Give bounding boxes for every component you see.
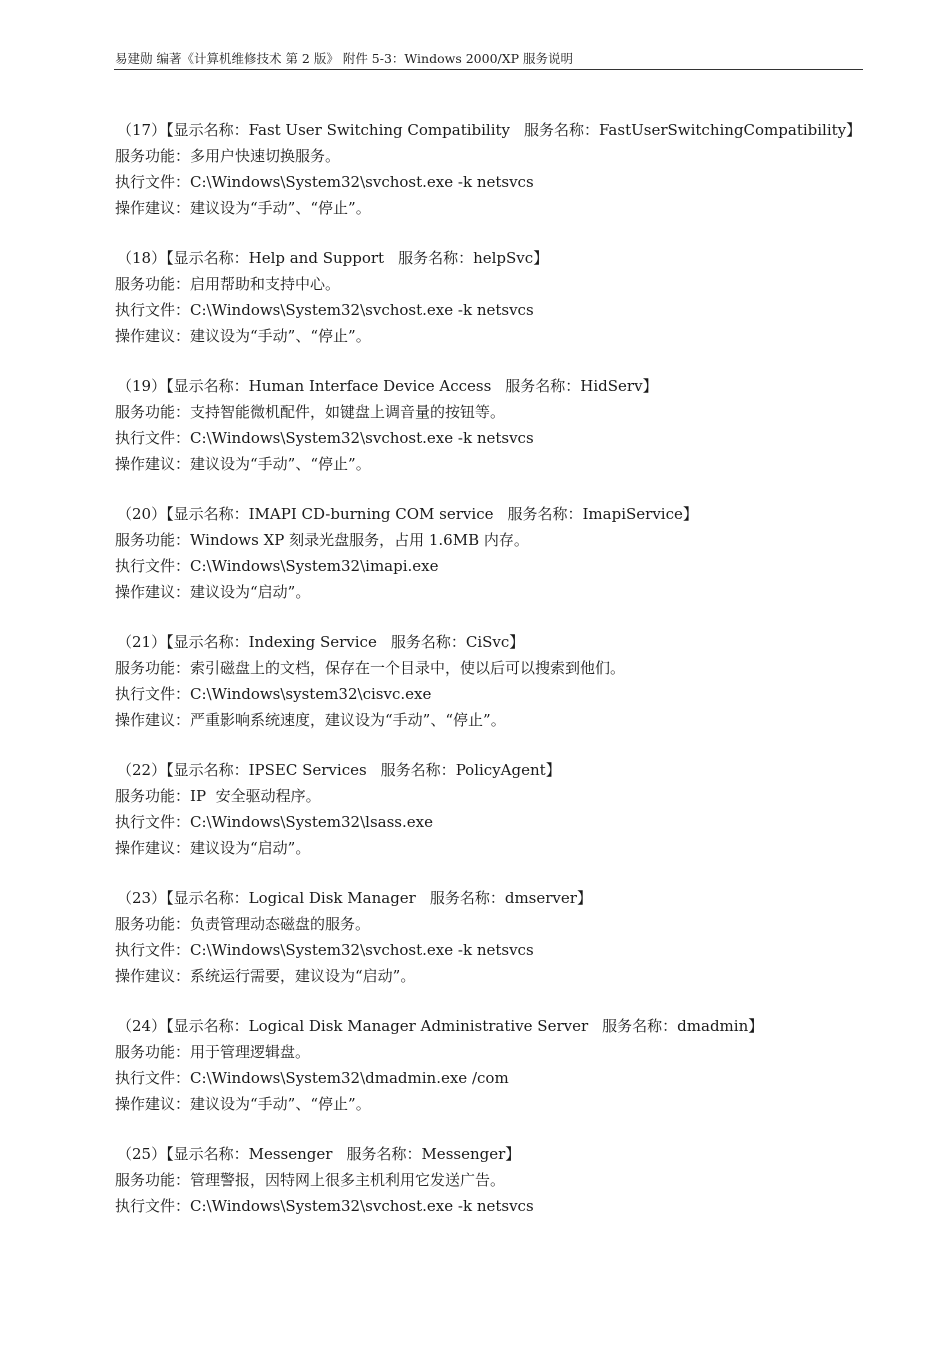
advice-text: 建议设为“启动”。 xyxy=(190,839,311,857)
service-name-label: 服务名称： xyxy=(398,249,474,267)
display-name: Logical Disk Manager Administrative Server xyxy=(248,1017,589,1035)
advice-label: 操作建议： xyxy=(115,327,191,345)
service-entry-17 xyxy=(115,117,875,221)
entry-title xyxy=(115,1013,875,1039)
advice-text: 建议设为“手动”、“停止”。 xyxy=(190,455,371,473)
function-label: 服务功能： xyxy=(115,787,191,805)
exec-path: C:\Windows\System32\svchost.exe -k netsvcs xyxy=(190,429,534,447)
exec-path: C:\Windows\System32\svchost.exe -k netsvcs xyxy=(190,941,534,959)
exec-path: C:\Windows\system32\cisvc.exe xyxy=(190,685,432,703)
advice-text: 建议设为“手动”、“停止”。 xyxy=(190,199,371,217)
service-name-label: 服务名称： xyxy=(524,121,600,139)
function-text: 用于管理逻辑盘。 xyxy=(190,1043,311,1061)
service-entry-18 xyxy=(115,245,875,349)
function-line xyxy=(115,655,875,681)
function-label: 服务功能： xyxy=(115,275,191,293)
function-label: 服务功能： xyxy=(115,915,191,933)
advice-label: 操作建议： xyxy=(115,1095,191,1113)
function-text: 启用帮助和支持中心。 xyxy=(190,275,341,293)
exec-line xyxy=(115,809,875,835)
service-entry-23 xyxy=(115,885,875,989)
entry-title xyxy=(115,885,875,911)
exec-path: C:\Windows\System32\svchost.exe -k netsvcs xyxy=(190,1197,534,1215)
advice-line xyxy=(115,195,875,221)
entry-number: （20） xyxy=(117,505,167,523)
service-entry-24 xyxy=(115,1013,875,1117)
document-body xyxy=(115,117,875,1243)
service-name: helpSvc xyxy=(473,249,534,267)
function-text: 负责管理动态磁盘的服务。 xyxy=(190,915,371,933)
function-line xyxy=(115,783,875,809)
display-name: Logical Disk Manager xyxy=(248,889,416,907)
entry-title xyxy=(115,373,875,399)
entry-title xyxy=(115,245,875,271)
service-name: dmserver xyxy=(504,889,577,907)
advice-text: 建议设为“手动”、“停止”。 xyxy=(190,327,371,345)
display-name: Indexing Service xyxy=(248,633,377,651)
function-text: Windows XP 刻录光盘服务，占用 1.6MB 内存。 xyxy=(190,531,529,549)
advice-text: 建议设为“手动”、“停止”。 xyxy=(190,1095,371,1113)
exec-path: C:\Windows\System32\svchost.exe -k netsvcs xyxy=(190,173,534,191)
display-name: IPSEC Services xyxy=(248,761,367,779)
advice-text: 系统运行需要，建议设为“启动”。 xyxy=(190,967,416,985)
service-entry-25 xyxy=(115,1141,875,1219)
exec-line xyxy=(115,553,875,579)
exec-label: 执行文件： xyxy=(115,941,191,959)
function-text: 管理警报，因特网上很多主机利用它发送广告。 xyxy=(190,1171,506,1189)
advice-label: 操作建议： xyxy=(115,455,191,473)
entry-title xyxy=(115,501,875,527)
display-name-label: 【显示名称： xyxy=(166,377,249,395)
entry-title xyxy=(115,117,875,143)
function-line xyxy=(115,527,875,553)
advice-line xyxy=(115,963,875,989)
display-name: Help and Support xyxy=(248,249,385,267)
function-line xyxy=(115,911,875,937)
service-name-label: 服务名称： xyxy=(505,377,581,395)
exec-label: 执行文件： xyxy=(115,685,191,703)
display-name-label: 【显示名称： xyxy=(166,1017,249,1035)
function-label: 服务功能： xyxy=(115,531,191,549)
function-label: 服务功能： xyxy=(115,147,191,165)
exec-path: C:\Windows\System32\imapi.exe xyxy=(190,557,439,575)
exec-line xyxy=(115,1065,875,1091)
entry-number: （18） xyxy=(117,249,167,267)
exec-path: C:\Windows\System32\dmadmin.exe /com xyxy=(190,1069,509,1087)
function-line xyxy=(115,271,875,297)
entry-number: （21） xyxy=(117,633,167,651)
exec-label: 执行文件： xyxy=(115,557,191,575)
service-name: HidServ xyxy=(580,377,643,395)
function-text: 索引磁盘上的文档，保存在一个目录中，使以后可以搜索到他们。 xyxy=(190,659,626,677)
function-label: 服务功能： xyxy=(115,1043,191,1061)
entry-number: （25） xyxy=(117,1145,167,1163)
display-name: IMAPI CD-burning COM service xyxy=(248,505,494,523)
page-header: 易建勋 编著《计算机维修技术 第 2 版》 附件 5-3：Windows 2000/XP 服务说明 xyxy=(115,51,574,66)
function-label: 服务功能： xyxy=(115,659,191,677)
advice-label: 操作建议： xyxy=(115,583,191,601)
advice-label: 操作建议： xyxy=(115,967,191,985)
function-text: 多用户快速切换服务。 xyxy=(190,147,341,165)
close-bracket: 】 xyxy=(576,889,592,907)
close-bracket: 】 xyxy=(545,761,561,779)
entry-number: （23） xyxy=(117,889,167,907)
exec-path: C:\Windows\System32\lsass.exe xyxy=(190,813,433,831)
advice-line xyxy=(115,451,875,477)
close-bracket: 】 xyxy=(642,377,658,395)
close-bracket: 】 xyxy=(509,633,525,651)
advice-label: 操作建议： xyxy=(115,711,191,729)
exec-line xyxy=(115,937,875,963)
service-entry-19 xyxy=(115,373,875,477)
service-name: FastUserSwitchingCompatibility xyxy=(599,121,847,139)
service-entry-21 xyxy=(115,629,875,733)
function-text: IP 安全驱动程序。 xyxy=(190,787,321,805)
advice-line xyxy=(115,579,875,605)
service-entry-20 xyxy=(115,501,875,605)
display-name-label: 【显示名称： xyxy=(166,761,249,779)
exec-label: 执行文件： xyxy=(115,301,191,319)
advice-line xyxy=(115,835,875,861)
close-bracket: 】 xyxy=(682,505,698,523)
exec-label: 执行文件： xyxy=(115,1069,191,1087)
advice-text: 建议设为“启动”。 xyxy=(190,583,311,601)
exec-line xyxy=(115,425,875,451)
exec-label: 执行文件： xyxy=(115,173,191,191)
display-name: Human Interface Device Access xyxy=(248,377,492,395)
function-label: 服务功能： xyxy=(115,1171,191,1189)
advice-label: 操作建议： xyxy=(115,199,191,217)
service-name: PolicyAgent xyxy=(455,761,546,779)
entry-title xyxy=(115,1141,875,1167)
function-line xyxy=(115,1167,875,1193)
service-name-label: 服务名称： xyxy=(602,1017,678,1035)
advice-line xyxy=(115,323,875,349)
exec-label: 执行文件： xyxy=(115,429,191,447)
exec-label: 执行文件： xyxy=(115,1197,191,1215)
advice-line xyxy=(115,707,875,733)
display-name-label: 【显示名称： xyxy=(166,889,249,907)
function-line xyxy=(115,1039,875,1065)
exec-line xyxy=(115,169,875,195)
close-bracket: 】 xyxy=(533,249,549,267)
exec-path: C:\Windows\System32\svchost.exe -k netsvcs xyxy=(190,301,534,319)
advice-line xyxy=(115,1091,875,1117)
close-bracket: 】 xyxy=(846,121,862,139)
service-name-label: 服务名称： xyxy=(507,505,583,523)
service-name-label: 服务名称： xyxy=(380,761,456,779)
service-name-label: 服务名称： xyxy=(429,889,505,907)
function-text: 支持智能微机配件，如键盘上调音量的按钮等。 xyxy=(190,403,506,421)
display-name-label: 【显示名称： xyxy=(166,633,249,651)
entry-number: （17） xyxy=(117,121,167,139)
service-entry-22 xyxy=(115,757,875,861)
display-name: Messenger xyxy=(248,1145,333,1163)
service-name: ImapiService xyxy=(582,505,683,523)
function-line xyxy=(115,143,875,169)
close-bracket: 】 xyxy=(505,1145,521,1163)
entry-number: （19） xyxy=(117,377,167,395)
close-bracket: 】 xyxy=(748,1017,764,1035)
display-name: Fast User Switching Compatibility xyxy=(248,121,511,139)
service-name: dmadmin xyxy=(677,1017,749,1035)
entry-title xyxy=(115,629,875,655)
exec-label: 执行文件： xyxy=(115,813,191,831)
display-name-label: 【显示名称： xyxy=(166,121,249,139)
service-name-label: 服务名称： xyxy=(390,633,466,651)
entry-number: （22） xyxy=(117,761,167,779)
display-name-label: 【显示名称： xyxy=(166,249,249,267)
function-label: 服务功能： xyxy=(115,403,191,421)
exec-line xyxy=(115,681,875,707)
header-rule xyxy=(114,69,863,70)
service-name: Messenger xyxy=(421,1145,506,1163)
entry-number: （24） xyxy=(117,1017,167,1035)
exec-line xyxy=(115,297,875,323)
display-name-label: 【显示名称： xyxy=(166,505,249,523)
advice-label: 操作建议： xyxy=(115,839,191,857)
service-name-label: 服务名称： xyxy=(346,1145,422,1163)
advice-text: 严重影响系统速度，建议设为“手动”、“停止”。 xyxy=(190,711,506,729)
service-name: CiSvc xyxy=(465,633,510,651)
display-name-label: 【显示名称： xyxy=(166,1145,249,1163)
exec-line xyxy=(115,1193,875,1219)
function-line xyxy=(115,399,875,425)
entry-title xyxy=(115,757,875,783)
